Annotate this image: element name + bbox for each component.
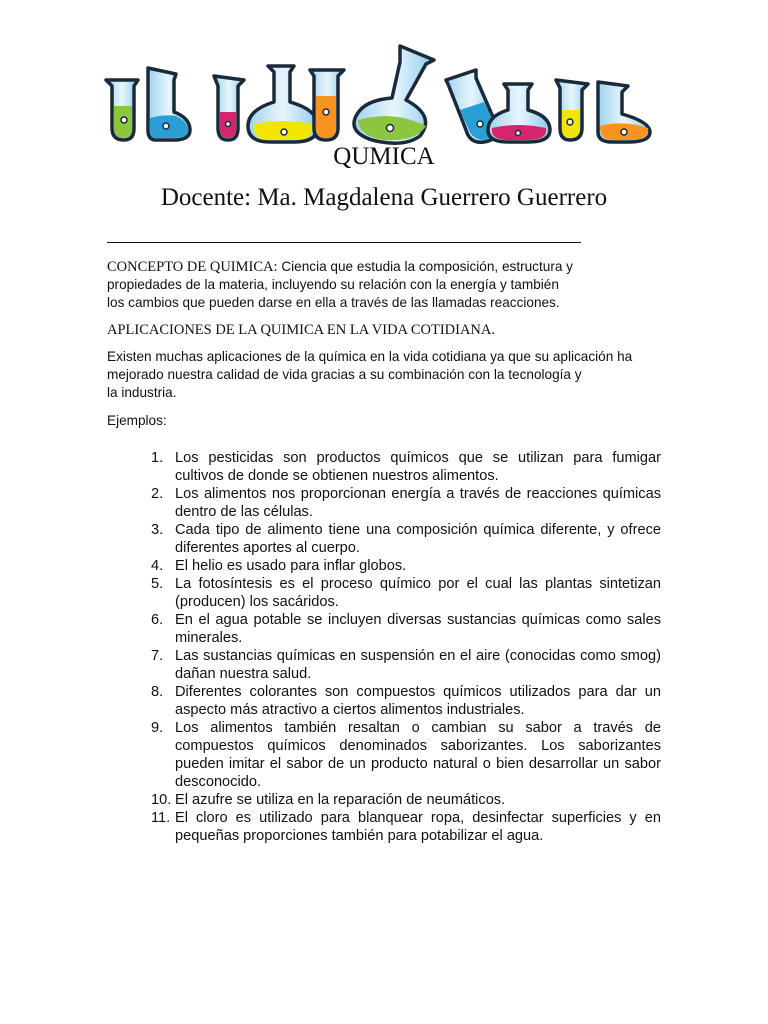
applications-paragraph (107, 348, 667, 402)
list-item (107, 809, 661, 845)
examples-list (107, 449, 661, 845)
concept-paragraph (107, 258, 667, 312)
list-item (107, 683, 661, 719)
list-item (107, 611, 661, 647)
list-item-text: En el agua potable se incluyen diversas sustancias químicas como sales minerales. (175, 612, 661, 646)
examples-label: Ejemplos: (107, 413, 167, 428)
list-item-number: 3. (151, 522, 164, 538)
applications-line: mejorado nuestra calidad de vida gracias a su combinación con la tecnología y (107, 367, 582, 382)
horizontal-rule (107, 242, 581, 243)
concept-label: CONCEPTO DE QUIMICA: (107, 259, 278, 275)
list-item-text: La fotosíntesis es el proceso químico por el cual las plantas sintetizan (producen) los sacáridos. (175, 576, 661, 610)
list-item (107, 647, 661, 683)
concept-line: Ciencia que estudia la composición, estructura y (281, 259, 573, 274)
list-item-text: Cada tipo de alimento tiene una composición química diferente, y ofrece diferentes aportes al cuerpo. (175, 522, 661, 556)
applications-line: la industria. (107, 385, 177, 400)
concept-line: propiedades de la materia, incluyendo su relación con la energía y también (107, 277, 559, 292)
flask-liquid (316, 96, 336, 138)
list-item (107, 719, 661, 791)
laboratory-flasks-illustration (104, 40, 664, 150)
applications-line: Existen muchas aplicaciones de la química en la vida cotidiana ya que su aplicación ha (107, 349, 633, 364)
list-item (107, 521, 661, 557)
list-item-number: 11. (151, 810, 171, 826)
list-item-number: 1. (151, 450, 164, 466)
list-item-number: 4. (151, 558, 164, 574)
list-item-number: 9. (151, 720, 164, 736)
list-item-number: 8. (151, 684, 164, 700)
list-item-number: 2. (151, 486, 164, 502)
list-item-text: El azufre se utiliza en la reparación de neumáticos. (175, 792, 506, 808)
applications-heading: APLICACIONES DE LA QUIMICA EN LA VIDA COTIDIANA. (107, 322, 496, 338)
list-item-text: El helio es usado para inflar globos. (175, 558, 407, 574)
list-item (107, 791, 661, 809)
page-title: QUMICA (333, 143, 435, 170)
list-item-text: Diferentes colorantes son compuestos químicos utilizados para dar un aspecto más atractivo a ciertos alimentos industriales. (175, 684, 661, 718)
list-item (107, 575, 661, 611)
list-item-number: 5. (151, 576, 164, 592)
list-item (107, 449, 661, 485)
list-item (107, 485, 661, 521)
list-item-text: El cloro es utilizado para blanquear ropa, desinfectar superficies y en pequeñas proporciones también para potabilizar el agua. (175, 810, 661, 844)
concept-line: los cambios que pueden darse en ella a través de las llamadas reacciones. (107, 295, 560, 310)
list-item-text: Los pesticidas son productos químicos que se utilizan para fumigar cultivos de donde se obtienen nuestros alimentos. (175, 450, 661, 484)
list-item-number: 10. (151, 792, 172, 808)
list-item-text: Las sustancias químicas en suspensión en el aire (conocidas como smog) dañan nuestra salud. (175, 648, 661, 682)
list-item-number: 7. (151, 648, 164, 664)
list-item (107, 557, 661, 575)
list-item-text: Los alimentos nos proporcionan energía a través de reacciones químicas dentro de las células. (175, 486, 661, 520)
teacher-name: Docente: Ma. Magdalena Guerrero Guerrero (160, 184, 608, 211)
list-item-text: Los alimentos también resaltan o cambian su sabor a través de compuestos químicos denominados saborizantes. Los saborizantes pueden imitar el sabor de un producto natural o bien desarrollar un sabor desconocido. (175, 720, 661, 790)
list-item-number: 6. (151, 612, 164, 628)
